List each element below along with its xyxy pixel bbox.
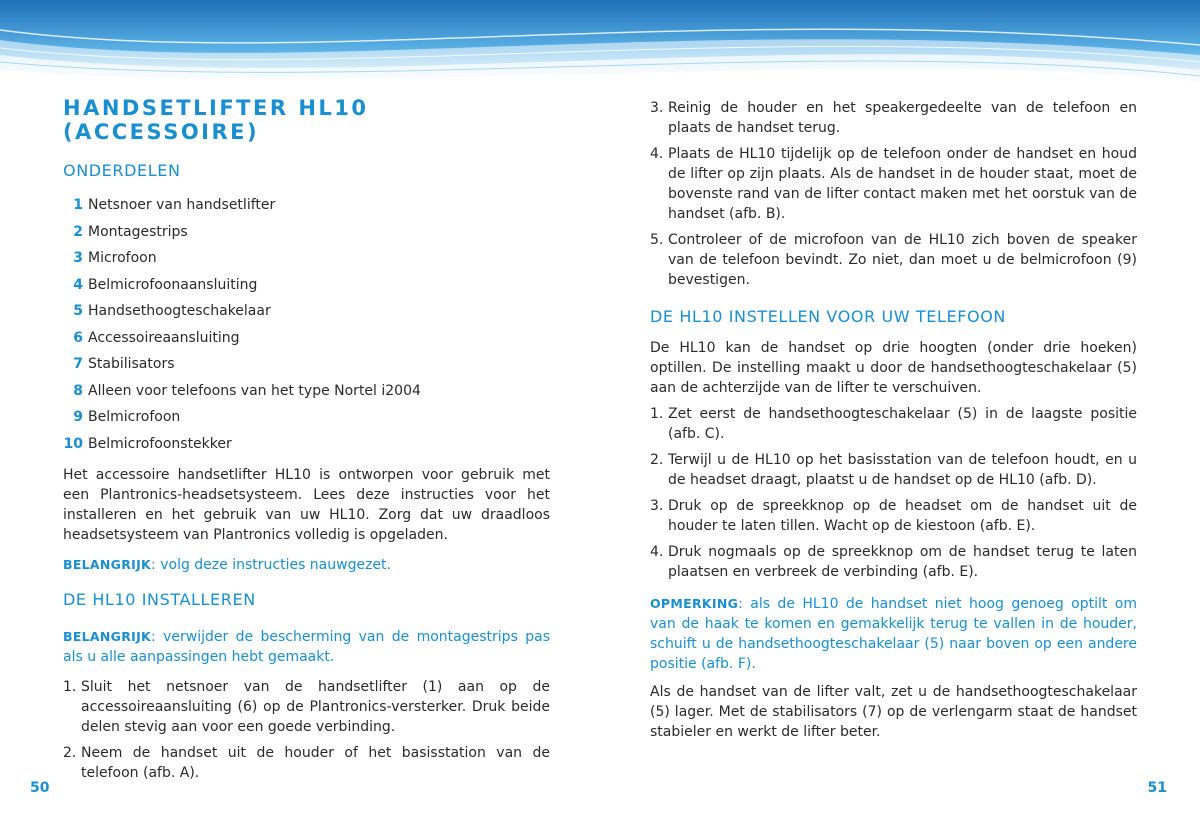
list-item: 3. Druk op de spreekknop op de headset om de handset uit de houder te laten tillen. Wacht op de kiestoon (afb. E). [650,498,1137,534]
setup-heading: DE HL10 INSTELLEN VOOR UW TELEFOON [650,307,1006,326]
important-note: BELANGRIJK: volg deze instructies nauwgezet. [63,557,391,573]
parts-heading: ONDERDELEN [63,161,181,180]
list-item: 7 Stabilisators [73,356,175,373]
intro-paragraph: Het accessoire handsetlifter HL10 is ontworpen voor gebruik met een Plantronics-headsetsysteem. Lees deze instructies voor het installeren en het gebruik van uw HL10. Zorg dat uw draadloos headsetsysteem van Plantronics volledig is opgeladen. [63,467,550,543]
list-item: 4 Belmicrofoonaansluiting [73,276,258,293]
page-number-left: 50 [30,780,50,796]
list-item: 6 Accessoireaansluiting [73,329,240,346]
parts-list [63,192,550,457]
list-item: 1. Sluit het netsnoer van de handsetlifter (1) aan op de accessoireaansluiting (6) op de Plantronics-versterker. Druk beide delen stevig aan voor een goede verbinding. [63,679,550,735]
closing-paragraph: Als de handset van de lifter valt, zet u de handsethoogteschakelaar (5) lager. Met de stabilisators (7) op de verlengarm staat de handset stabieler en werkt de lifter beter. [650,684,1137,740]
setup-steps [650,404,1137,582]
list-item: 10 Belmicrofoonstekker [63,435,232,452]
list-item: 5. Controleer of de microfoon van de HL10 zich boven de speaker van de telefoon bevindt. Zo niet, dan moet u de belmicrofoon (9) bevestigen. [650,232,1137,288]
list-item: 3 Microfoon [73,250,157,267]
list-item: 1 Netsnoer van handsetlifter [73,197,276,214]
install-steps-continued [650,98,1137,290]
list-item: 2. Neem de handset uit de houder of het basisstation van de telefoon (afb. A). [63,745,550,781]
setup-intro: De HL10 kan de handset op drie hoogten (onder drie hoeken) optillen. De instelling maakt u door de handsethoogteschakelaar (5) aan de achterzijde van de lifter te verschuiven. [650,340,1137,396]
list-item: 2 Montagestrips [73,223,188,240]
list-item: 1. Zet eerst de handsethoogteschakelaar (5) in de laagste positie (afb. C). [650,406,1137,442]
list-item: 2. Terwijl u de HL10 op het basisstation van de telefoon houdt, en u de headset draagt, plaatst u de handset op de HL10 (afb. D). [650,452,1137,488]
list-item: 8 Alleen voor telefoons van het type Nortel i2004 [73,382,421,399]
list-item: 5 Handsethoogteschakelaar [73,303,271,320]
list-item: 4. Plaats de HL10 tijdelijk op de telefoon onder de handset en houd de lifter op zijn plaats. Als de handset in de houder staat, moet de bovenste rand van de lifter contact maken met het oorstuk van de handset (afb. B). [650,146,1137,222]
list-item: 3. Reinig de houder en het speakergedeelte van de telefoon en plaats de handset terug. [650,100,1137,136]
right-page [650,98,1137,752]
header-wave-banner [0,0,1200,92]
list-item: 9 Belmicrofoon [73,409,181,426]
left-page [63,96,550,789]
remark-note: OPMERKING: als de HL10 de handset niet hoog genoeg optilt om van de haak te komen en gemakkelijk terug te vallen in de houder, schuift u de handsethoogteschakelaar (5) naar boven op een andere positie (afb. F). [650,596,1137,672]
page-number-right: 51 [1147,780,1167,796]
install-heading: DE HL10 INSTALLEREN [63,590,256,609]
important-note-2: BELANGRIJK: verwijder de bescherming van de montagestrips pas als u alle aanpassingen hebt gemaakt. [63,629,550,665]
list-item: 4. Druk nogmaals op de spreekknop om de handset terug te laten plaatsen en verbreek de verbinding (afb. E). [650,544,1137,580]
page-title: HANDSETLIFTER HL10 (ACCESSOIRE) [63,96,369,144]
install-steps [63,677,550,783]
